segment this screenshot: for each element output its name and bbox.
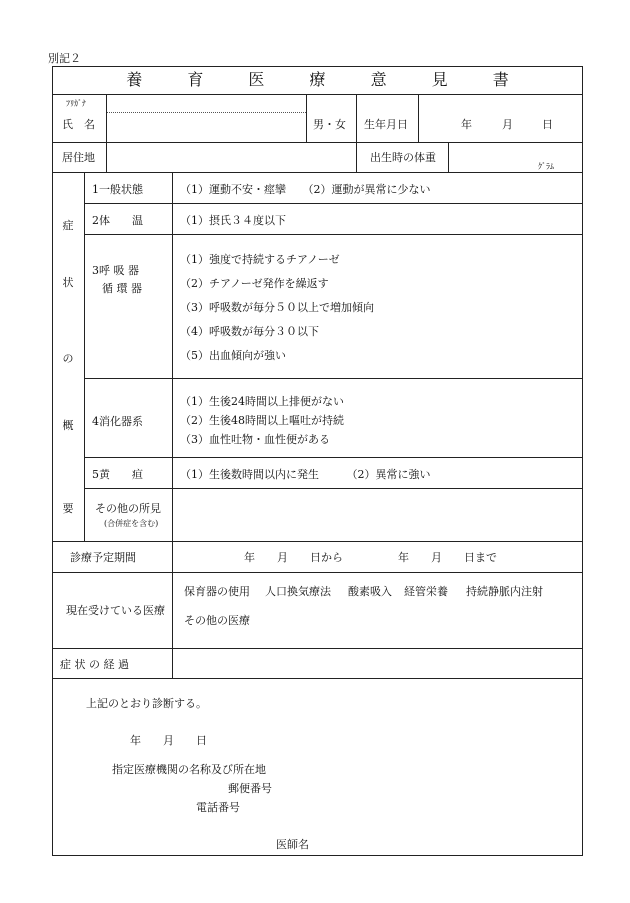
birth-weight-unit: ｸﾞﾗﾑ [538,162,554,171]
symptom-item: （3）血性吐物・血性便がある [180,433,330,446]
rule [106,94,107,172]
symptom-item: （4）呼吸数が毎分３０以下 [180,325,319,338]
symptom-item: （2）生後48時間以上嘔吐が持続 [180,414,344,427]
form-title: 養 育 医 療 意 見 書 [126,70,529,89]
symptom-label-general: 1一般状態 [92,183,143,196]
rule [84,457,583,458]
care-option: 酸素吸入 [348,585,392,598]
rule [52,94,583,95]
address-label: 居住地 [62,151,95,164]
rule [52,648,583,649]
rule [172,172,173,678]
symptom-item: （1）摂氏３４度以下 [180,214,286,227]
symptom-side-char: 要 [62,502,74,515]
postal-label: 郵便番号 [228,782,272,795]
rule [52,172,583,173]
symptom-item: （1）生後24時間以上排便がない [180,395,344,408]
phone-label: 電話番号 [196,801,240,814]
doctor-label: 医師名 [276,838,309,851]
name-label: 氏 名 [62,118,95,131]
care-option: 経管栄養 [404,585,448,598]
care-option: 人口換気療法 [265,585,331,598]
dob-month: 月 [502,118,513,131]
symptom-item: （5）出血傾向が強い [180,349,286,362]
furigana-label: ﾌﾘｶﾞﾅ [66,99,86,108]
symptom-item: （2）チアノーゼ発作を繰返す [180,277,329,290]
rule [84,234,583,235]
birth-weight-label: 出生時の体重 [370,151,436,164]
rule [84,203,583,204]
dob-year: 年 [461,118,472,131]
symptom-side-char: の [62,352,74,365]
period-value: 年 月 日から 年 月 日まで [244,551,497,564]
symptom-label-circulatory: 循 環 器 [102,282,142,295]
symptom-side-char: 概 [62,419,74,432]
symptom-label-digestive: 4消化器系 [92,415,143,428]
rule [52,142,583,143]
period-label: 診療予定期間 [70,551,136,564]
rule [356,142,357,172]
symptom-side-char: 症 [62,219,74,232]
rule [84,488,583,489]
rule [306,94,307,142]
care-other: その他の医療 [184,614,250,627]
symptom-label-other-note: (合併症を含む) [104,519,159,528]
rule [52,678,583,679]
rule [448,142,449,172]
symptom-item: （1）生後数時間以内に発生 （2）異常に強い [180,468,431,481]
symptom-label-jaundice: 5黄 疸 [92,468,143,481]
dob-label: 生年月日 [364,118,408,131]
rule [84,172,85,541]
rule [356,94,357,142]
symptom-label-respiratory: 3呼 吸 器 [92,264,139,277]
diagnosis-date: 年 月 日 [130,734,207,747]
symptom-label-temperature: 2体 温 [92,214,143,227]
gender-label: 男・女 [313,118,346,131]
rule [418,94,419,142]
rule [52,541,583,542]
care-option: 持続静脈内注射 [466,585,543,598]
symptom-label-other: その他の所見 [95,502,161,515]
institution-label: 指定医療機関の名称及び所在地 [112,763,266,776]
symptom-item: （1）強度で持続するチアノーゼ [180,253,340,266]
form-note: 別記２ [48,52,81,65]
rule [84,378,583,379]
diagnosis-text: 上記のとおり診断する。 [86,697,207,710]
progress-label: 症 状 の 経 過 [60,658,129,671]
symptom-item: （3）呼吸数が毎分５０以上で増加傾向 [180,301,374,314]
care-option: 保育器の使用 [184,585,250,598]
rule [52,572,583,573]
current-care-label: 現在受けている医療 [66,604,165,617]
symptom-item: （1）運動不安・痙攣 （2）運動が異常に少ない [180,183,431,196]
furigana-rule [106,112,306,113]
symptom-side-char: 状 [62,276,74,289]
dob-day: 日 [542,118,553,131]
